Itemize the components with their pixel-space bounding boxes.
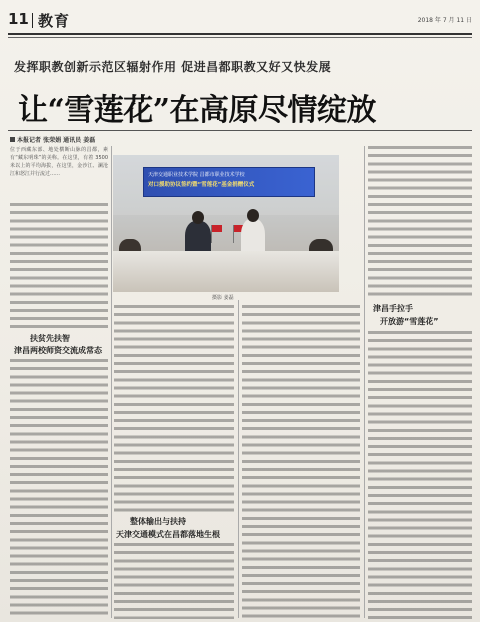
photo-banner-line2: 对口援助协议签约暨“雪莲花”基金捐赠仪式 (148, 182, 255, 188)
section-2-title: 整体输出与扶持 (130, 517, 186, 526)
photo-banner (143, 167, 315, 197)
intro-paragraph: 位于西藏东部、地处横断山脉的昌都，素有“藏东明珠”的美称。在这里，有着 3500 米以上的平均海拔，在这里，金沙江、澜沧江和怒江并行流过…… (10, 147, 108, 178)
body-text-col1-b (10, 359, 108, 619)
headline-rule (8, 130, 472, 131)
issue-date: 2018 年 7 月 11 日 (417, 17, 472, 24)
photo-banner-line1: 天津交通职业技术学院 昌都市职业技术学校 (148, 172, 245, 178)
section-3-title: 津昌手拉手 (373, 304, 413, 313)
person-left-head (192, 211, 204, 224)
body-text-col3 (242, 305, 360, 619)
section-3-subtitle: 开放游“雪莲花” (380, 317, 439, 326)
section-1-subtitle: 津昌两校师资交流成常态 (14, 346, 102, 355)
column-divider-2 (238, 300, 239, 618)
article-byline (10, 135, 95, 144)
person-right-head (247, 209, 259, 222)
header-rule (8, 33, 472, 35)
header-divider (32, 13, 33, 28)
article-subhead: 发挥职教创新示范区辐射作用 促进昌都职教又好又快发展 (14, 60, 332, 74)
body-text-col4-b (368, 331, 472, 619)
byline-text: 本报记者 张荣娟 通讯员 姜磊 (17, 137, 96, 144)
article-headline: 让“雪莲花”在高原尽情绽放 (18, 93, 377, 128)
page-number: 11 (8, 10, 29, 28)
section-name: 教育 (38, 12, 71, 30)
section-2-subtitle: 天津交通模式在昌都落地生根 (116, 530, 220, 539)
byline-marker-icon (10, 137, 15, 142)
section-1-title: 扶贫先扶智 (30, 334, 70, 343)
photo-caption: 摄影 姜磊 (212, 295, 234, 301)
news-photo (113, 155, 339, 292)
photo-table (113, 251, 339, 292)
header-rule-thin (8, 37, 472, 38)
body-text-col4-a (368, 146, 472, 300)
body-text-col2-b (114, 543, 234, 619)
column-divider (111, 146, 112, 618)
body-text-col2-a (114, 305, 234, 512)
column-divider-3 (364, 146, 365, 618)
flag-icon (212, 225, 222, 232)
page-header (8, 10, 472, 32)
body-text-col1-a (10, 203, 108, 329)
